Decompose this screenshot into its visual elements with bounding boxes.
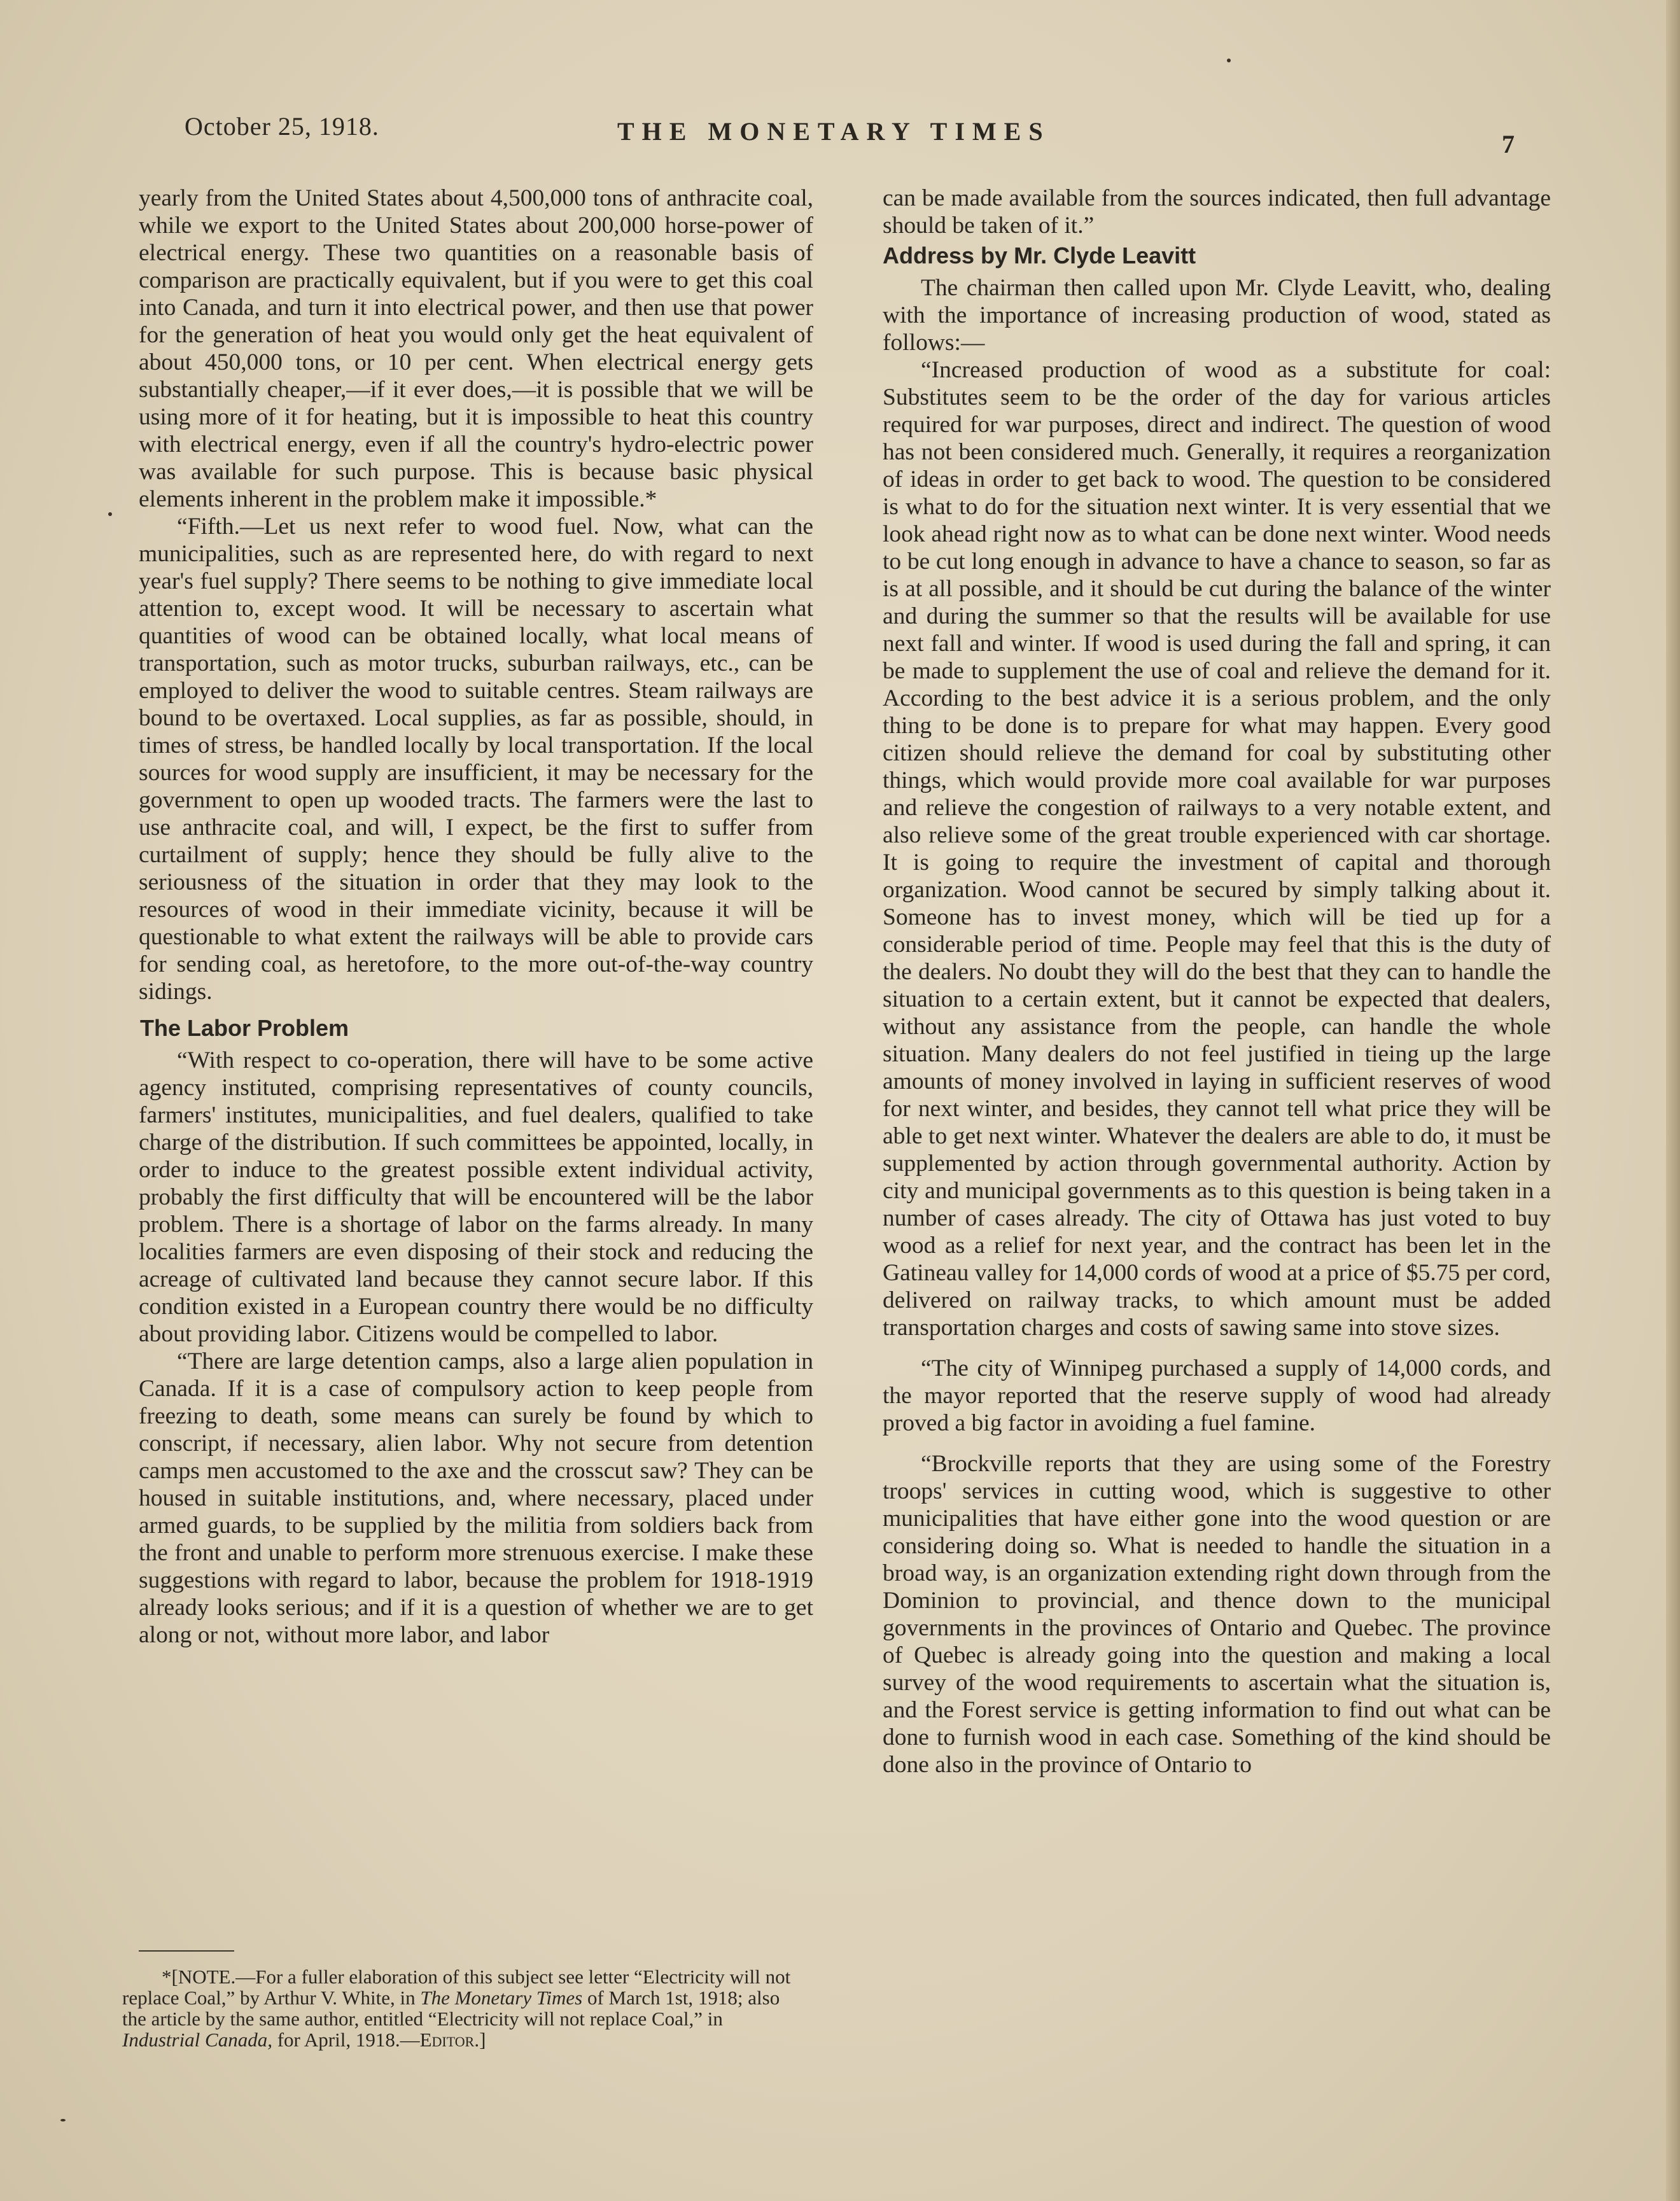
right-column bbox=[883, 185, 1551, 1778]
running-header bbox=[0, 111, 1680, 162]
right-paragraph-4: “The city of Winnipeg purchased a supply of 14,000 cords, and the mayor reported that the reserve supply of wood had already proved a big factor in avoiding a fuel famine. bbox=[883, 1355, 1551, 1436]
ink-speck bbox=[1227, 59, 1231, 62]
footnote-text-3: for April, 1918.— bbox=[272, 2029, 420, 2051]
footnote-text-2: of March 1st, 1918; also the article by the same author, entitled “Electricity will not replace Coal,” in bbox=[122, 1987, 780, 2030]
right-paragraph-3: “Increased production of wood as a substitute for coal: Substitutes seem to be the order of the day for various articles required for war purposes, direct and indirect. The question of wood has not been considered much. Generally, it requires a reorganization of ideas in order to get back to wood. The question to be considered is what to do for the situation next winter. It is very essential that we look ahead right now as to what can be done next winter. Wood needs to be cut long enough in advance to have a chance to season, so far as is at all possible, and it should be cut during the balance of the winter and during the summer so that the results will be available for use next fall and winter. If wood is used during the fall and spring, it can be made to supplement the use of coal and relieve the demand for it. According to the best advice it is a serious problem, and the only thing to be done is to prepare for what may happen. Every good citizen should relieve the demand for coal by substituting other things, which would provide more coal available for war purposes and relieve the congestion of railways to a very notable extent, and also relieve some of the great trouble experienced with car shortage. It is going to require the investment of capital and thorough organization. Wood cannot be secured by simply talking about it. Someone has to invest money, which will be tied up for a considerable period of time. People may feel that this is the duty of the dealers. No doubt they will do the best that they can to handle the situation to a certain extent, but it cannot be expected that dealers, without any assistance from the people, can handle the whole situation. Many dealers do not feel justified in tieing up the large amounts of money involved in laying in sufficient reserves of wood for next winter, and besides, they cannot tell what price they will be able to get next winter. Whatever the dealers are able to do, it must be supplemented by action through governmental authority. Action by city and municipal governments as to this question is being taken in a number of cases already. The city of Ottawa has just voted to buy wood as a relief for next year, and the contract has been let in the Gatineau valley for 14,000 cords of wood at a price of $5.75 per cord, delivered on railway tracks, to which amount must be added transportation charges and costs of sawing same into stove sizes. bbox=[883, 357, 1551, 1341]
footnote-journal: The Monetary Times bbox=[420, 1987, 583, 2009]
left-paragraph-1: yearly from the United States about 4,500,000 tons of anthracite coal, while we export to the United States about 200,000 horse-power of electrical energy. These two quantities on a reasonable basis of comparison are practically equivalent, but if you were to get this coal into Canada, and turn it into electrical power, and then use that power for the generation of heat you would only get the heat equivalent of about 450,000 tons, or 10 per cent. When electrical energy gets substantially cheaper,—if it ever does,—it is possible that we will be using more of it for heating, but it is impossible to heat this country with electrical energy, even if all the country's hydro-electric power was available for such purpose. This is because basic physical elements inherent in the problem make it impossible.* bbox=[139, 185, 813, 512]
right-paragraph-2: The chairman then called upon Mr. Clyde Leavitt, who, dealing with the importance of increasing production of wood, stated as follows:— bbox=[883, 275, 1551, 356]
ink-speck bbox=[108, 512, 112, 516]
left-column bbox=[139, 185, 813, 1649]
left-paragraph-4: “There are large detention camps, also a large alien population in Canada. If it is a case of compulsory action to keep people from freezing to death, some means can surely be found by which to conscript, if necessary, alien labor. Why not secure from detention camps men accustomed to the axe and the crosscut saw? They can be housed in suitable institutions, and, where necessary, placed under armed guards, to be supplied by the militia from soldiers back from the front and unable to perform more strenuous exercise. I make these suggestions with regard to labor, because the problem for 1918-1919 already looks serious; and if it is a question of whether we are to get along or not, without more labor, and labor bbox=[139, 1348, 813, 1648]
section-heading-clyde-leavitt: Address by Mr. Clyde Leavitt bbox=[883, 242, 1196, 269]
footnote-text: *[NOTE.—For a fuller elaboration of this subject see letter “Electricity will not replace Coal,” by Arthur V. White, in bbox=[122, 1966, 791, 2009]
right-paragraph-5: “Brockville reports that they are using some of the Forestry troops' services in cutting wood, which is suggestive to other municipalities that have either gone into the wood question or are considering doing so. What is needed to handle the situation in a broad way, is an organization extending right down through from the Dominion to provincial, and thence down to the municipal governments in the provinces of Ontario and Quebec. The province of Quebec is already going into the question and making a local survey of the wood requirements to ascertain what the situation is, and the Forest service is getting information to find out what can be done to furnish wood in each case. Something of the kind should be done also in the province of Ontario to bbox=[883, 1451, 1551, 1778]
page-number: 7 bbox=[1502, 130, 1515, 158]
footnote bbox=[122, 1966, 797, 2050]
section-heading-labor-problem: The Labor Problem bbox=[140, 1015, 349, 1041]
ink-speck bbox=[60, 2119, 66, 2121]
footnote-editor: Editor bbox=[419, 2029, 475, 2051]
right-paragraph-1: can be made available from the sources indicated, then full advantage should be taken of it.” bbox=[883, 185, 1551, 239]
footnote-end: .] bbox=[474, 2029, 486, 2051]
header-date: October 25, 1918. bbox=[185, 112, 379, 141]
header-title: THE MONETARY TIMES bbox=[617, 117, 1051, 146]
footnote-rule bbox=[139, 1950, 234, 1952]
page-spine-shadow bbox=[1666, 0, 1680, 2201]
left-paragraph-3: “With respect to co-operation, there will have to be some active agency instituted, comprising representatives of county councils, farmers' institutes, municipalities, and fuel dealers, qualified to take charge of the distribution. If such committees be appointed, locally, in order to induce to the greatest possible extent individual activity, probably the first difficulty that will be encountered will be the labor problem. There is a shortage of labor on the farms already. In many localities farmers are even disposing of their stock and reducing the acreage of cultivated land because they cannot secure labor. If this condition existed in a European country there would be no difficulty about providing labor. Citizens would be compelled to labor. bbox=[139, 1047, 813, 1347]
footnote-magazine: Industrial Canada, bbox=[122, 2029, 272, 2051]
left-paragraph-2: “Fifth.—Let us next refer to wood fuel. Now, what can the municipalities, such as are represented here, do with regard to next year's fuel supply? There seems to be nothing to give immediate local attention to, except wood. It will be necessary to ascertain what quantities of wood can be obtained locally, what local means of transportation, such as motor trucks, suburban railways, etc., can be employed to deliver the wood to suitable centres. Steam railways are bound to be overtaxed. Local supplies, as far as possible, should, in times of stress, be handled locally by local transportation. If the local sources for wood supply are insufficient, it may be necessary for the government to open up wooded tracts. The farmers were the last to use anthracite coal, and will, I expect, be the first to suffer from curtailment of supply; hence they should be fully alive to the seriousness of the situation in order that they may look to the resources of wood in their immediate vicinity, because it will be questionable to what extent the railways will be able to provide cars for sending coal, as heretofore, to the more out-of-the-way country sidings. bbox=[139, 514, 813, 1005]
